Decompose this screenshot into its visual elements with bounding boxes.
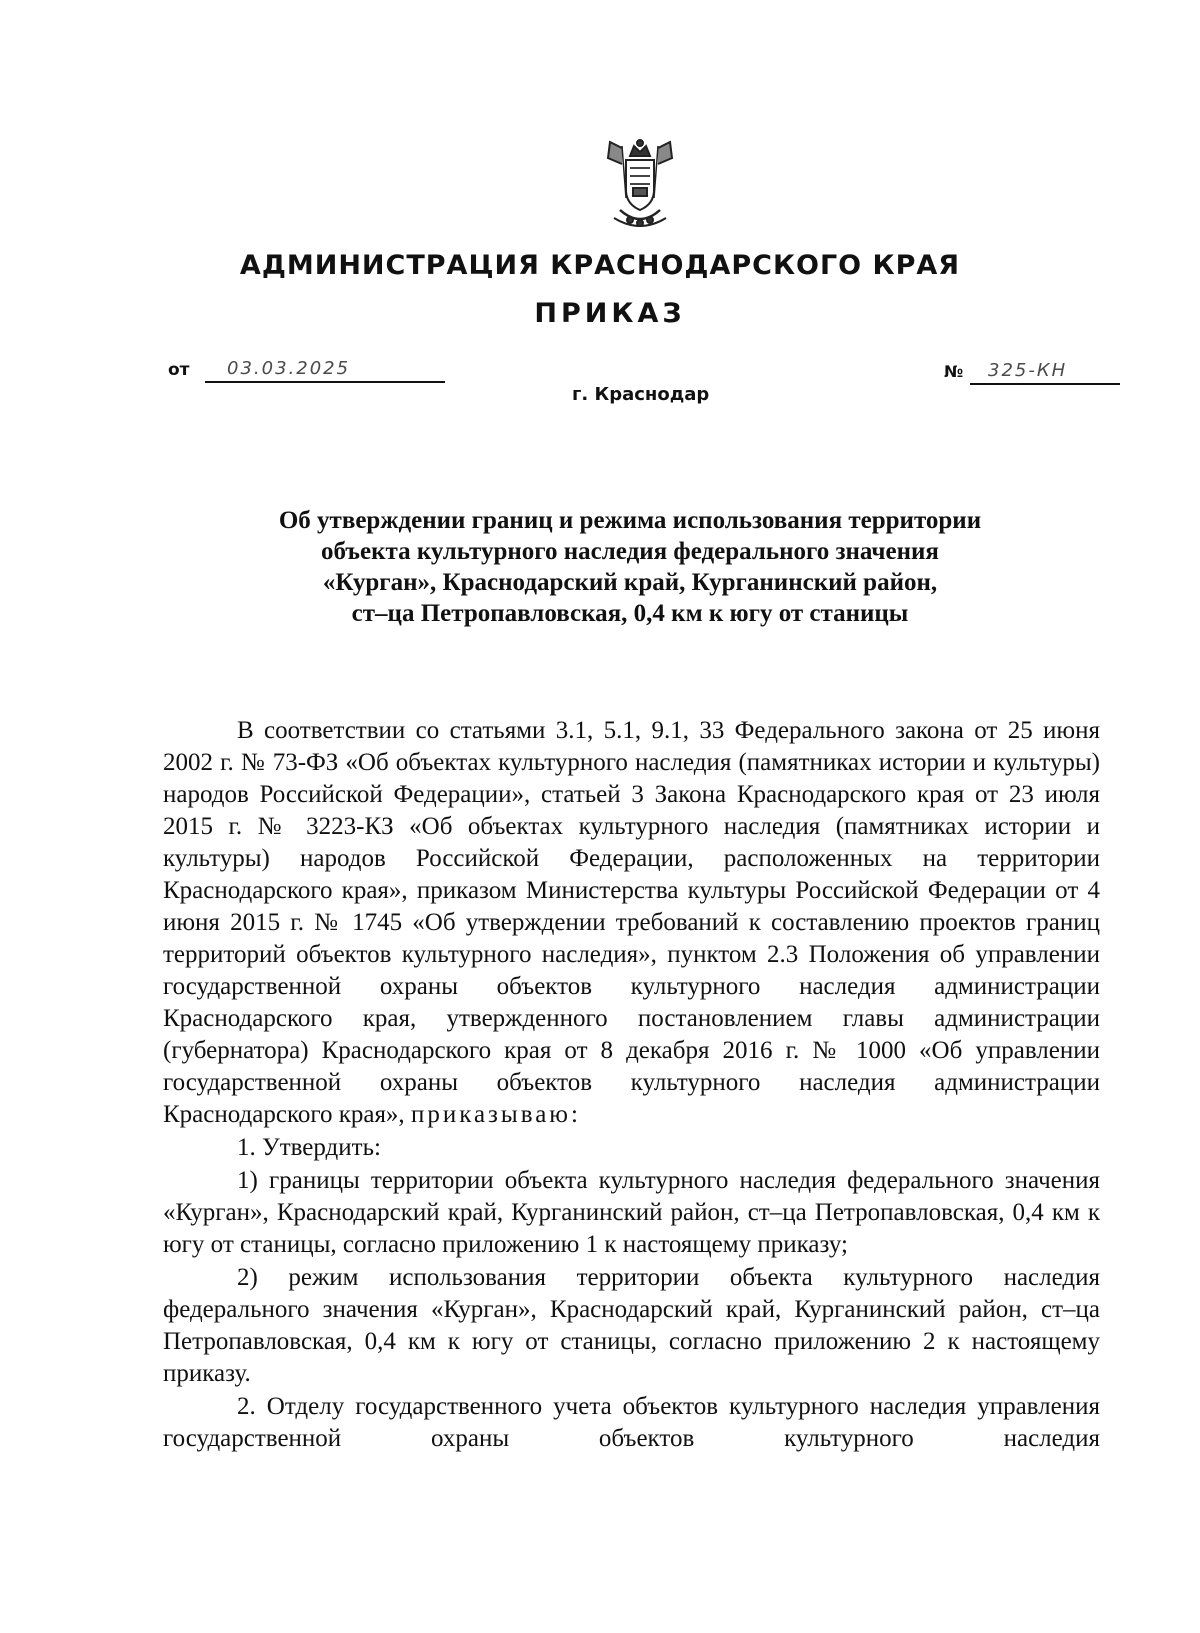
organization-name: АДМИНИСТРАЦИЯ КРАСНОДАРСКОГО КРАЯ xyxy=(239,250,961,281)
title-line: Об утверждении границ и режима использования территории xyxy=(278,507,982,534)
document-title xyxy=(160,505,1100,629)
item-1-1: 1) границы территории объекта культурного наследия федерального значения «Курган», Краснодарский край, Курганинский район, ст–ца Петропавловская, 0,4 км к югу от станицы, согласно приложению 1 к настоящему приказу; xyxy=(163,1167,1100,1258)
item-1: 1. Утвердить: xyxy=(237,1134,381,1161)
item-2: 2. Отделу государственного учета объектов культурного наследия управления государственной охраны объектов культурного наследия xyxy=(163,1393,1100,1452)
date-value: 03.03.2025 xyxy=(227,358,351,379)
date-label: от xyxy=(168,360,190,380)
date-field xyxy=(205,355,445,383)
document-type: ПРИКАЗ xyxy=(534,298,686,329)
document-body xyxy=(163,715,1100,1456)
number-label: № xyxy=(944,362,964,381)
number-value: 325-КН xyxy=(988,360,1068,381)
title-line: объекта культурного наследия федерального значения xyxy=(321,538,939,565)
preamble-paragraph xyxy=(163,715,1100,1131)
number-field xyxy=(970,357,1120,385)
order-word: приказываю: xyxy=(410,1101,581,1128)
city-name: г. Краснодар xyxy=(572,384,710,405)
preamble-text: В соответствии со статьями 3.1, 5.1, 9.1, 33 Федерального закона от 25 июня 2002 г. № 73-ФЗ «Об объектах культурного наследия (памятниках истории и культуры) народов Российской Федерации», статьей 3 Закона Краснодарского края от 23 июля 2015 г. № 3223-КЗ «Об объектах культурного наследия (памятниках истории и культуры) народов Российской Федерации, расположенных на территории Краснодарского края», приказом Министерства культуры Российской Федерации от 4 июня 2015 г. № 1745 «Об утверждении требований к составлению проектов границ территорий объектов культурного наследия», пунктом 2.3 Положения об управлении государственной охраны объектов культурного наследия администрации Краснодарского края, утвержденного постановлением главы администрации (губернатора) Краснодарского края от 8 декабря 2016 г. № 1000 «Об управлении государственной охраны объектов культурного наследия администрации Краснодарского края», xyxy=(163,717,1100,1128)
item-1-2: 2) режим использования территории объекта культурного наследия федерального значения «Курган», Краснодарский край, Курганинский район, ст–ца Петропавловская, 0,4 км к югу от станицы, согласно приложению 2 к настоящему приказу. xyxy=(163,1264,1100,1387)
coat-of-arms-emblem xyxy=(600,138,680,234)
title-line: ст–ца Петропавловская, 0,4 км к югу от станицы xyxy=(351,600,909,627)
title-line: «Курган», Краснодарский край, Курганинский район, xyxy=(322,569,938,596)
